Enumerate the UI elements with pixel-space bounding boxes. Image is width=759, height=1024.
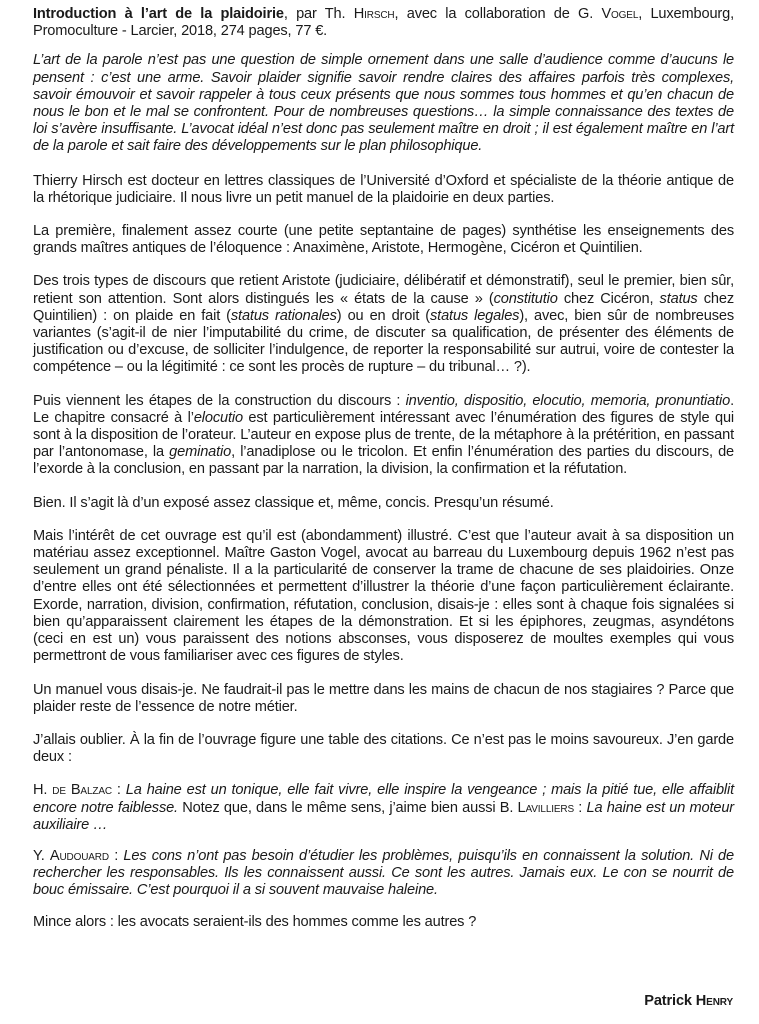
paragraph-closing: Mince alors : les avocats seraient-ils des hommes comme les autres ? <box>33 913 477 930</box>
quoted-author: Lavilliers <box>517 799 574 816</box>
book-reference <box>33 6 734 40</box>
collab-text: , avec la collaboration de G. <box>394 6 602 22</box>
paragraph-first-part: La première, finalement assez courte (une petite septantaine de pages) synthétise les enseignements des grands maîtres antiques de l’éloquence : Anaximène, Aristote, Hermogène, Cicéron et Quintilien. <box>33 223 734 257</box>
text-run: Puis viennent les étapes de la construction du discours : <box>33 392 406 409</box>
publisher-info: , Luxembourg, Promoculture - Larcier, 2018, 274 pages, 77 €. <box>33 6 734 40</box>
paragraph-summary: Bien. Il s’agit là d’un exposé assez classique et, même, concis. Presqu’un résumé. <box>33 494 554 511</box>
text-run: ), avec, bien sûr de nombreuses variantes (s’agit-il de nier l’imputabilité du crime, de discuter sa qualification, de présenter des éléments de justification ou d’excuse, de solliciter l’indulgence, de reporter la responsabilité sur autrui, voire de contester la compétence – ou la légitimité : ce sont les procès de rupture – du tribunal… ?). <box>33 307 734 376</box>
lead-paragraph: L’art de la parole n’est pas une question de simple ornement dans une salle d’audience comme d’aucuns le pensent : c’est une arme. Savoir plaider signifie savoir rendre claires des affaires parfois très complexes, savoir émouvoir et savoir rappeler à tous ceux présents que nous sommes tous hommes et qu’en chacun de nous le bon et le mal se confrontent. Pour de nombreuses questions… la simple connaissance des textes de loi s’avère insuffisante. L’avocat idéal n’est donc pas seulement maître en droit ; il est également maître en l’art de la parole et sait faire des développements sur le plan philosophique. <box>33 52 734 155</box>
text-run: Notez que, dans le même sens, j’aime bien aussi B. <box>177 799 518 816</box>
text-run: . Le chapitre consacré à l’ <box>33 392 734 426</box>
quote-balzac <box>33 782 734 834</box>
author-name: Hirsch <box>353 6 395 22</box>
paragraph-illustrations: Mais l’intérêt de cet ouvrage est qu’il est (abondamment) illustré. C’est que l’auteur avait à sa disposition un matériau assez exceptionnel. Maître Gaston Vogel, avocat au barreau du Luxembourg depuis 1962 n’est pas seulement un grand pénaliste. Il a la particularité de conserver la trame de chacune de ses plaidoiries. Onze d’entre elles ont été sélectionnées et permettent d’illustrer la théorie d’une façon particulièrement éclairante. Exorde, narration, division, confirmation, réfutation, conclusion, disais-je : elles sont à chaque fois signalées si bien qu’apparaissent clairement les étapes de la démonstration. Et si les épiphores, zeugmas, asyndétons (ceci en est un) vous paraissent des notions absconses, vous disposerez de moultes exemples qui vous permettront de vous familiariser avec ces figures de styles. <box>33 527 734 665</box>
text-run: chez Quintilien) : on plaide en fait ( <box>33 290 734 324</box>
text-run: , l’anadiplose ou le tricolon. Et enfin l’énumération des parties du discours, de l’exorde à la conclusion, en passant par la narration, la division, la confirmation et la réfutation. <box>33 444 735 478</box>
text-run: ) ou en droit ( <box>336 307 431 324</box>
quote-audouard <box>33 848 734 900</box>
paragraph-manual: Un manuel vous disais-je. Ne faudrait-il pas le mettre dans les mains de chacun de nos stagiaires ? Parce que plaider reste de l’essence de notre métier. <box>33 681 734 715</box>
signature-first-name: Patrick <box>644 993 696 1009</box>
quote-text: La haine est un moteur auxiliaire … <box>33 799 735 833</box>
italic-term: status rationales <box>230 307 337 324</box>
quoted-author: Audouard <box>49 847 109 864</box>
quoted-author: de Balzac <box>52 782 112 799</box>
text-run: : <box>574 799 587 816</box>
text-run: H. <box>33 782 53 799</box>
paragraph-citations-intro: J’allais oublier. À la fin de l’ouvrage figure une table des citations. Ce n’est pas le moins savoureux. J’en garde deux : <box>33 731 734 766</box>
text-run: est particulièrement intéressant avec l’énumération des figures de style qui sont à la disposition de l’orateur. L’auteur en expose plus de trente, de la métaphore à la prétérition, en passant par l’antonomase, la <box>33 409 734 461</box>
text-run: chez Cicéron, <box>557 290 660 307</box>
text-run: Des trois types de discours que retient Aristote (judiciaire, délibératif et démonstratif), seul le premier, bien sûr, retient son attention. Sont alors distingués les « états de la cause » ( <box>33 273 734 307</box>
paragraph-construction <box>33 393 734 479</box>
italic-term: constitutio <box>493 290 558 307</box>
paragraph-author: Thierry Hirsch est docteur en lettres classiques de l’Université d’Oxford et spécialiste de la théorie antique de la rhétorique judiciaire. Il nous livre un petit manuel de la plaidoirie en deux parties. <box>33 172 734 206</box>
quote-text: La haine est un tonique, elle fait vivre, elle inspire la vengeance ; mais la pitié tue, elle affaiblit encore notre faiblesse. <box>33 782 735 816</box>
paragraph-discourse-types <box>33 273 734 376</box>
italic-term: geminatio <box>169 444 232 461</box>
signature <box>644 993 733 1010</box>
italic-term: elocutio <box>193 409 243 426</box>
text-run: Y. <box>33 847 50 864</box>
book-title: Introduction à l’art de la plaidoirie <box>33 6 284 22</box>
italic-term: status legales <box>430 307 520 324</box>
italic-term: inventio, dispositio, elocutio, memoria, pronuntiatio <box>405 392 731 409</box>
italic-term: status <box>659 290 698 307</box>
quote-text: Les cons n’ont pas besoin d’étudier les problèmes, puisqu’ils en connaissent la solution. Ni de rechercher les responsables. Ils les connaissent aussi. Ce sont les autres. Jamais eux. Le con se nourrit de bouc émissaire. C’est pourquoi il a si souvent mauvaise haleine. <box>33 847 734 899</box>
text-run: : <box>111 782 126 799</box>
text-run: : <box>108 847 124 864</box>
signature-last-name: Henry <box>695 993 733 1009</box>
coauthor-name: Vogel <box>601 6 639 22</box>
by-text: , par Th. <box>283 6 354 22</box>
